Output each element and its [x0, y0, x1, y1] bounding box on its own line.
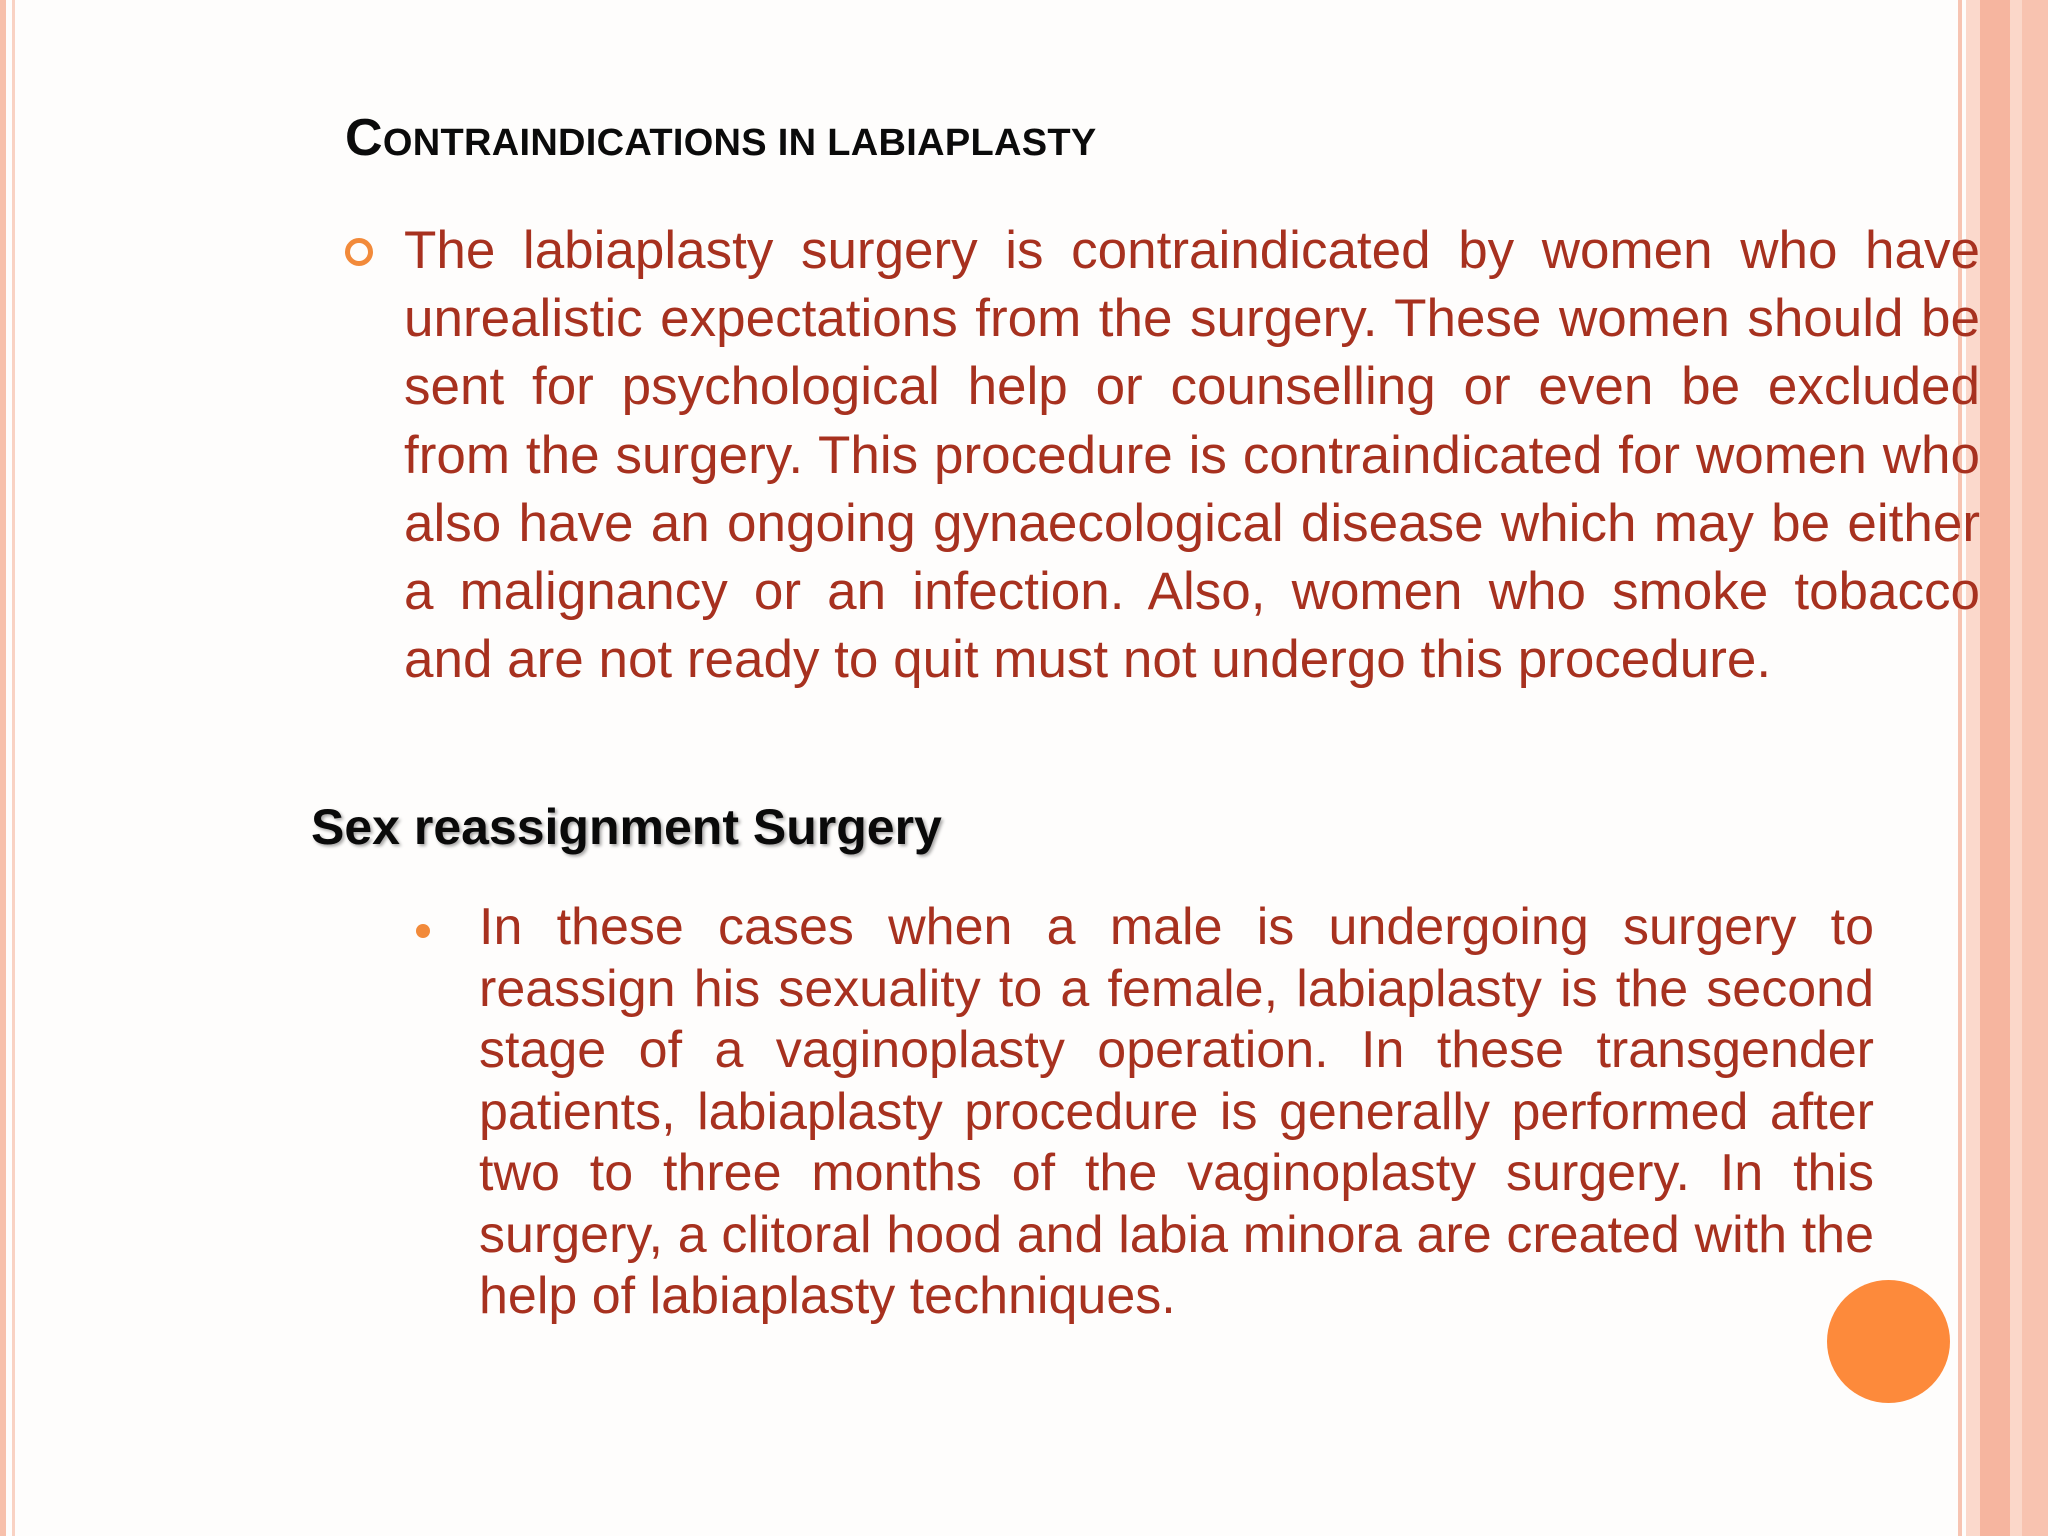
left-border-inner-line	[12, 0, 15, 1536]
sex-reassignment-paragraph: In these cases when a male is undergoing surgery to reassign his sexuality to a female, labiaplasty is the second stage of a vaginoplasty operation. In these transgender patients, labiaplasty procedure is generally performed after two to three months of the vaginoplasty surgery. In this surgery, a clitoral hood and labia minora are created with the help of labiaplasty techniques.	[479, 898, 1874, 1325]
right-stripe-4	[2010, 0, 2022, 1536]
slide-title-initial: C	[345, 109, 383, 167]
slide-title-rest: ONTRAINDICATIONS IN LABIAPLASTY	[382, 122, 1097, 164]
section-subheading: Sex reassignment Surgery	[311, 799, 942, 855]
contraindications-paragraph: The labiaplasty surgery is contraindicated by women who have unrealistic expectations from the surgery. These women should be sent for psychological help or counselling or even be excluded from the surgery. This procedure is contraindicated for women who also have an ongoing gynaecological disease which may be either a malignancy or an infection. Also, women who smoke tobacco and are not ready to quit must not undergo this procedure.	[404, 221, 1980, 690]
orange-circle-icon	[1827, 1280, 1950, 1403]
ring-bullet-icon	[345, 238, 373, 266]
right-stripe-5	[2022, 0, 2048, 1536]
right-stripe-3	[1980, 0, 2010, 1536]
left-border-line	[0, 0, 6, 1536]
dot-bullet-icon	[416, 924, 430, 938]
slide-title	[345, 108, 1097, 168]
